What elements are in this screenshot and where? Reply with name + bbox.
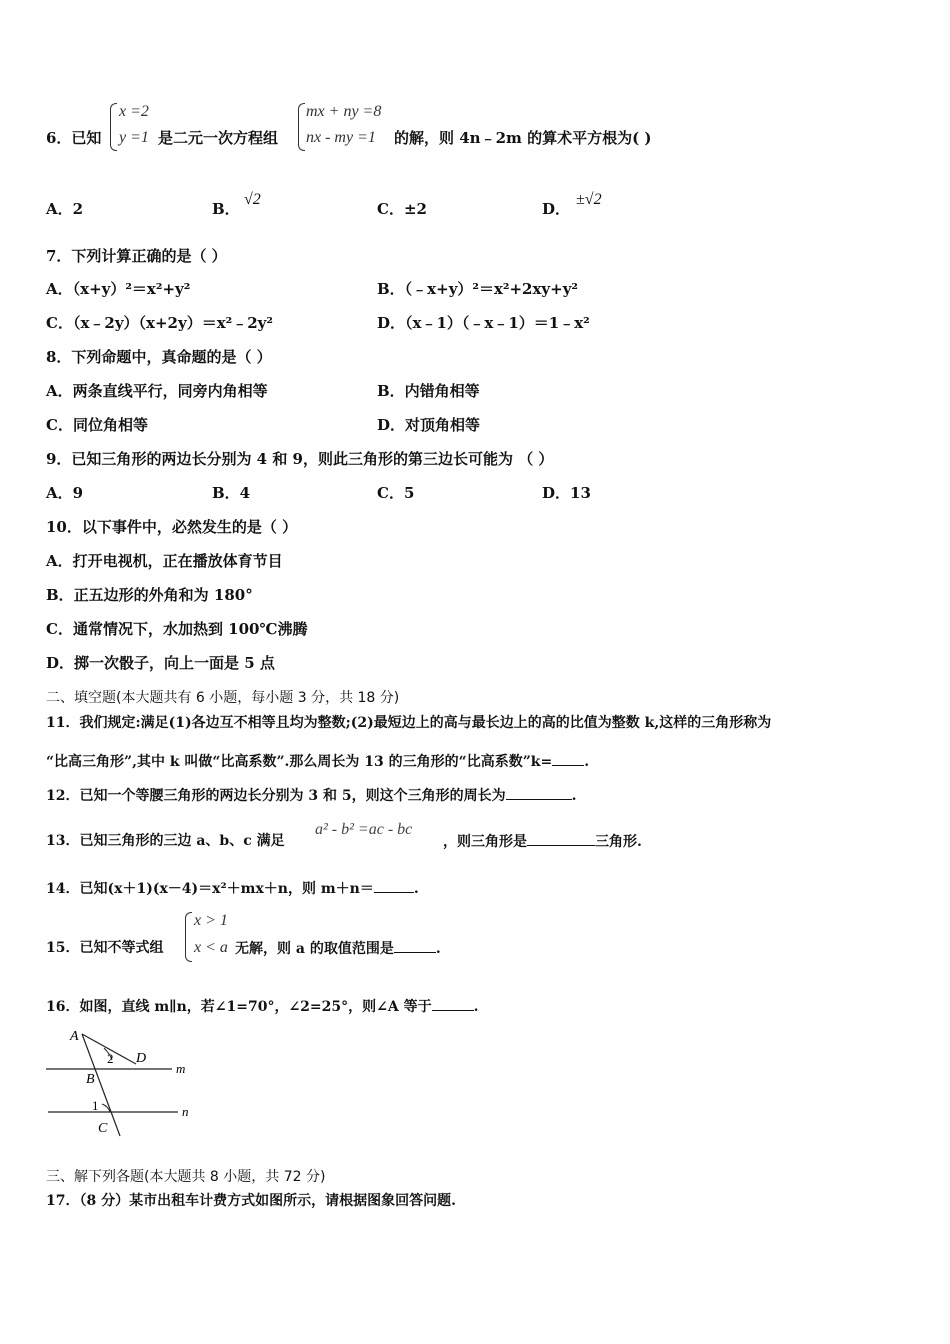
q16-end: . [473,999,479,1015]
q6-option-a: A．2 [46,200,84,218]
q15-blank[interactable] [394,938,436,953]
q12-blank[interactable] [506,785,572,800]
q9-stem: 9．已知三角形的两边长分别为 4 和 9，则此三角形的第三边长可能为 （ ） [46,450,554,468]
q13-math: a² - b² =ac - bc [315,821,413,838]
q7-option-d: D．（x﹣1）（﹣x﹣1）＝1﹣x² [377,314,590,332]
q9-option-b: B．4 [212,484,251,502]
q13-end: 三角形. [595,834,642,850]
q14-blank[interactable] [374,878,414,893]
q11-line2 [46,751,589,772]
q6-mid: 是二元一次方程组 [158,129,279,147]
q7-option-b: B．（﹣x+y）²＝x²+2xy+y² [377,280,579,298]
q9-option-a: A．9 [46,484,84,502]
q16-text: 16．如图，直线 m∥n，若∠1=70°，∠2=25°，则∠A 等于 [46,999,432,1015]
q7-stem: 7．下列计算正确的是（ ） [46,247,227,265]
q14-text: 14．已知(x＋1)(x－4)＝x²＋mx＋n，则 m＋n＝ [46,881,374,897]
q15-prefix: 15．已知不等式组 [46,940,164,956]
q15-sys-eq2: x < a [194,939,228,956]
q15-suffix: 无解，则 a 的取值范围是 [235,941,394,957]
q11-line1: 11．我们规定:满足(1)各边互不相等且均为整数;(2)最短边上的高与最长边上的高的比值为整数 k,这样的三角形称为 [46,715,772,731]
label-angle-1: 1 [92,1098,99,1113]
label-n: n [182,1104,189,1119]
q12-text: 12．已知一个等腰三角形的两边长分别为 3 和 5，则这个三角形的周长为 [46,788,506,804]
label-d: D [136,1051,147,1066]
q6-sys2-eq1: mx + ny =8 [306,103,382,120]
q11-end: . [584,754,590,770]
q9-option-d: D．13 [542,484,591,502]
q6-sys1-eq2: y =1 [119,129,149,146]
q13-blank[interactable] [527,831,595,846]
q13-prefix: 13．已知三角形的三边 a、b、c 满足 [46,833,285,849]
q6-system-1 [110,103,160,153]
q8-option-a: A．两条直线平行，同旁内角相等 [46,382,268,400]
q17-text: 17．（8 分）某市出租车计费方式如图所示，请根据图象回答问题. [46,1193,456,1209]
q6-option-d: D． [542,200,571,218]
q10-option-b: B．正五边形的外角和为 180° [46,586,253,604]
label-c: C [98,1121,108,1136]
q8-option-c: C．同位角相等 [46,416,148,434]
q16-figure [40,1024,210,1142]
q6-option-c: C．±2 [377,200,427,218]
label-b: B [86,1072,95,1087]
q12-end: . [571,788,577,804]
q13-rest [443,831,642,852]
label-angle-2: 2 [107,1051,114,1066]
q10-option-d: D．掷一次骰子，向上一面是 5 点 [46,654,275,672]
q11-blank[interactable] [552,751,584,766]
q13-suffix: ，则三角形是 [443,834,527,850]
q9-option-c: C．5 [377,484,415,502]
q15-sys-eq1: x > 1 [194,912,228,929]
q6-option-b-math: √2 [244,191,261,208]
q6-option-b: B． [212,200,240,218]
q15-end: . [435,941,441,957]
q16 [46,996,478,1017]
label-a: A [70,1029,79,1044]
q6-sys1-eq1: x =2 [119,103,149,120]
section-3-heading: 三、解下列各题(本大题共 8 小题，共 72 分) [46,1169,326,1185]
q6-prefix: 6．已知 [46,129,102,147]
q14-end: . [413,881,419,897]
section-2-heading: 二、填空题(本大题共有 6 小题，每小题 3 分，共 18 分) [46,690,400,706]
label-m: m [176,1061,186,1076]
q6-sys2-eq2: nx - my =1 [306,129,376,146]
q6-system-2 [298,103,398,153]
q8-option-b: B．内错角相等 [377,382,480,400]
q8-option-d: D．对顶角相等 [377,416,481,434]
q8-stem: 8．下列命题中，真命题的是（ ） [46,348,272,366]
q10-option-a: A．打开电视机，正在播放体育节目 [46,552,283,570]
q14 [46,878,419,899]
q10-stem: 10．以下事件中，必然发生的是（ ） [46,518,298,536]
q11-line2-text: “比高三角形”,其中 k 叫做“比高系数”.那么周长为 13 的三角形的“比高系数”k= [46,754,553,770]
q6-option-d-math: ±√2 [576,191,602,208]
q10-option-c: C．通常情况下，水加热到 100℃沸腾 [46,620,308,638]
q7-option-a: A．（x+y）²＝x²+y² [46,280,191,298]
q12 [46,785,576,806]
q6-suffix: 的解，则 4n﹣2m 的算术平方根为( ) [394,129,652,147]
q15-rest [235,938,441,959]
q16-blank[interactable] [432,996,474,1011]
q7-option-c: C．（x﹣2y）（x+2y）＝x²﹣2y² [46,314,273,332]
q15-system [185,912,235,964]
